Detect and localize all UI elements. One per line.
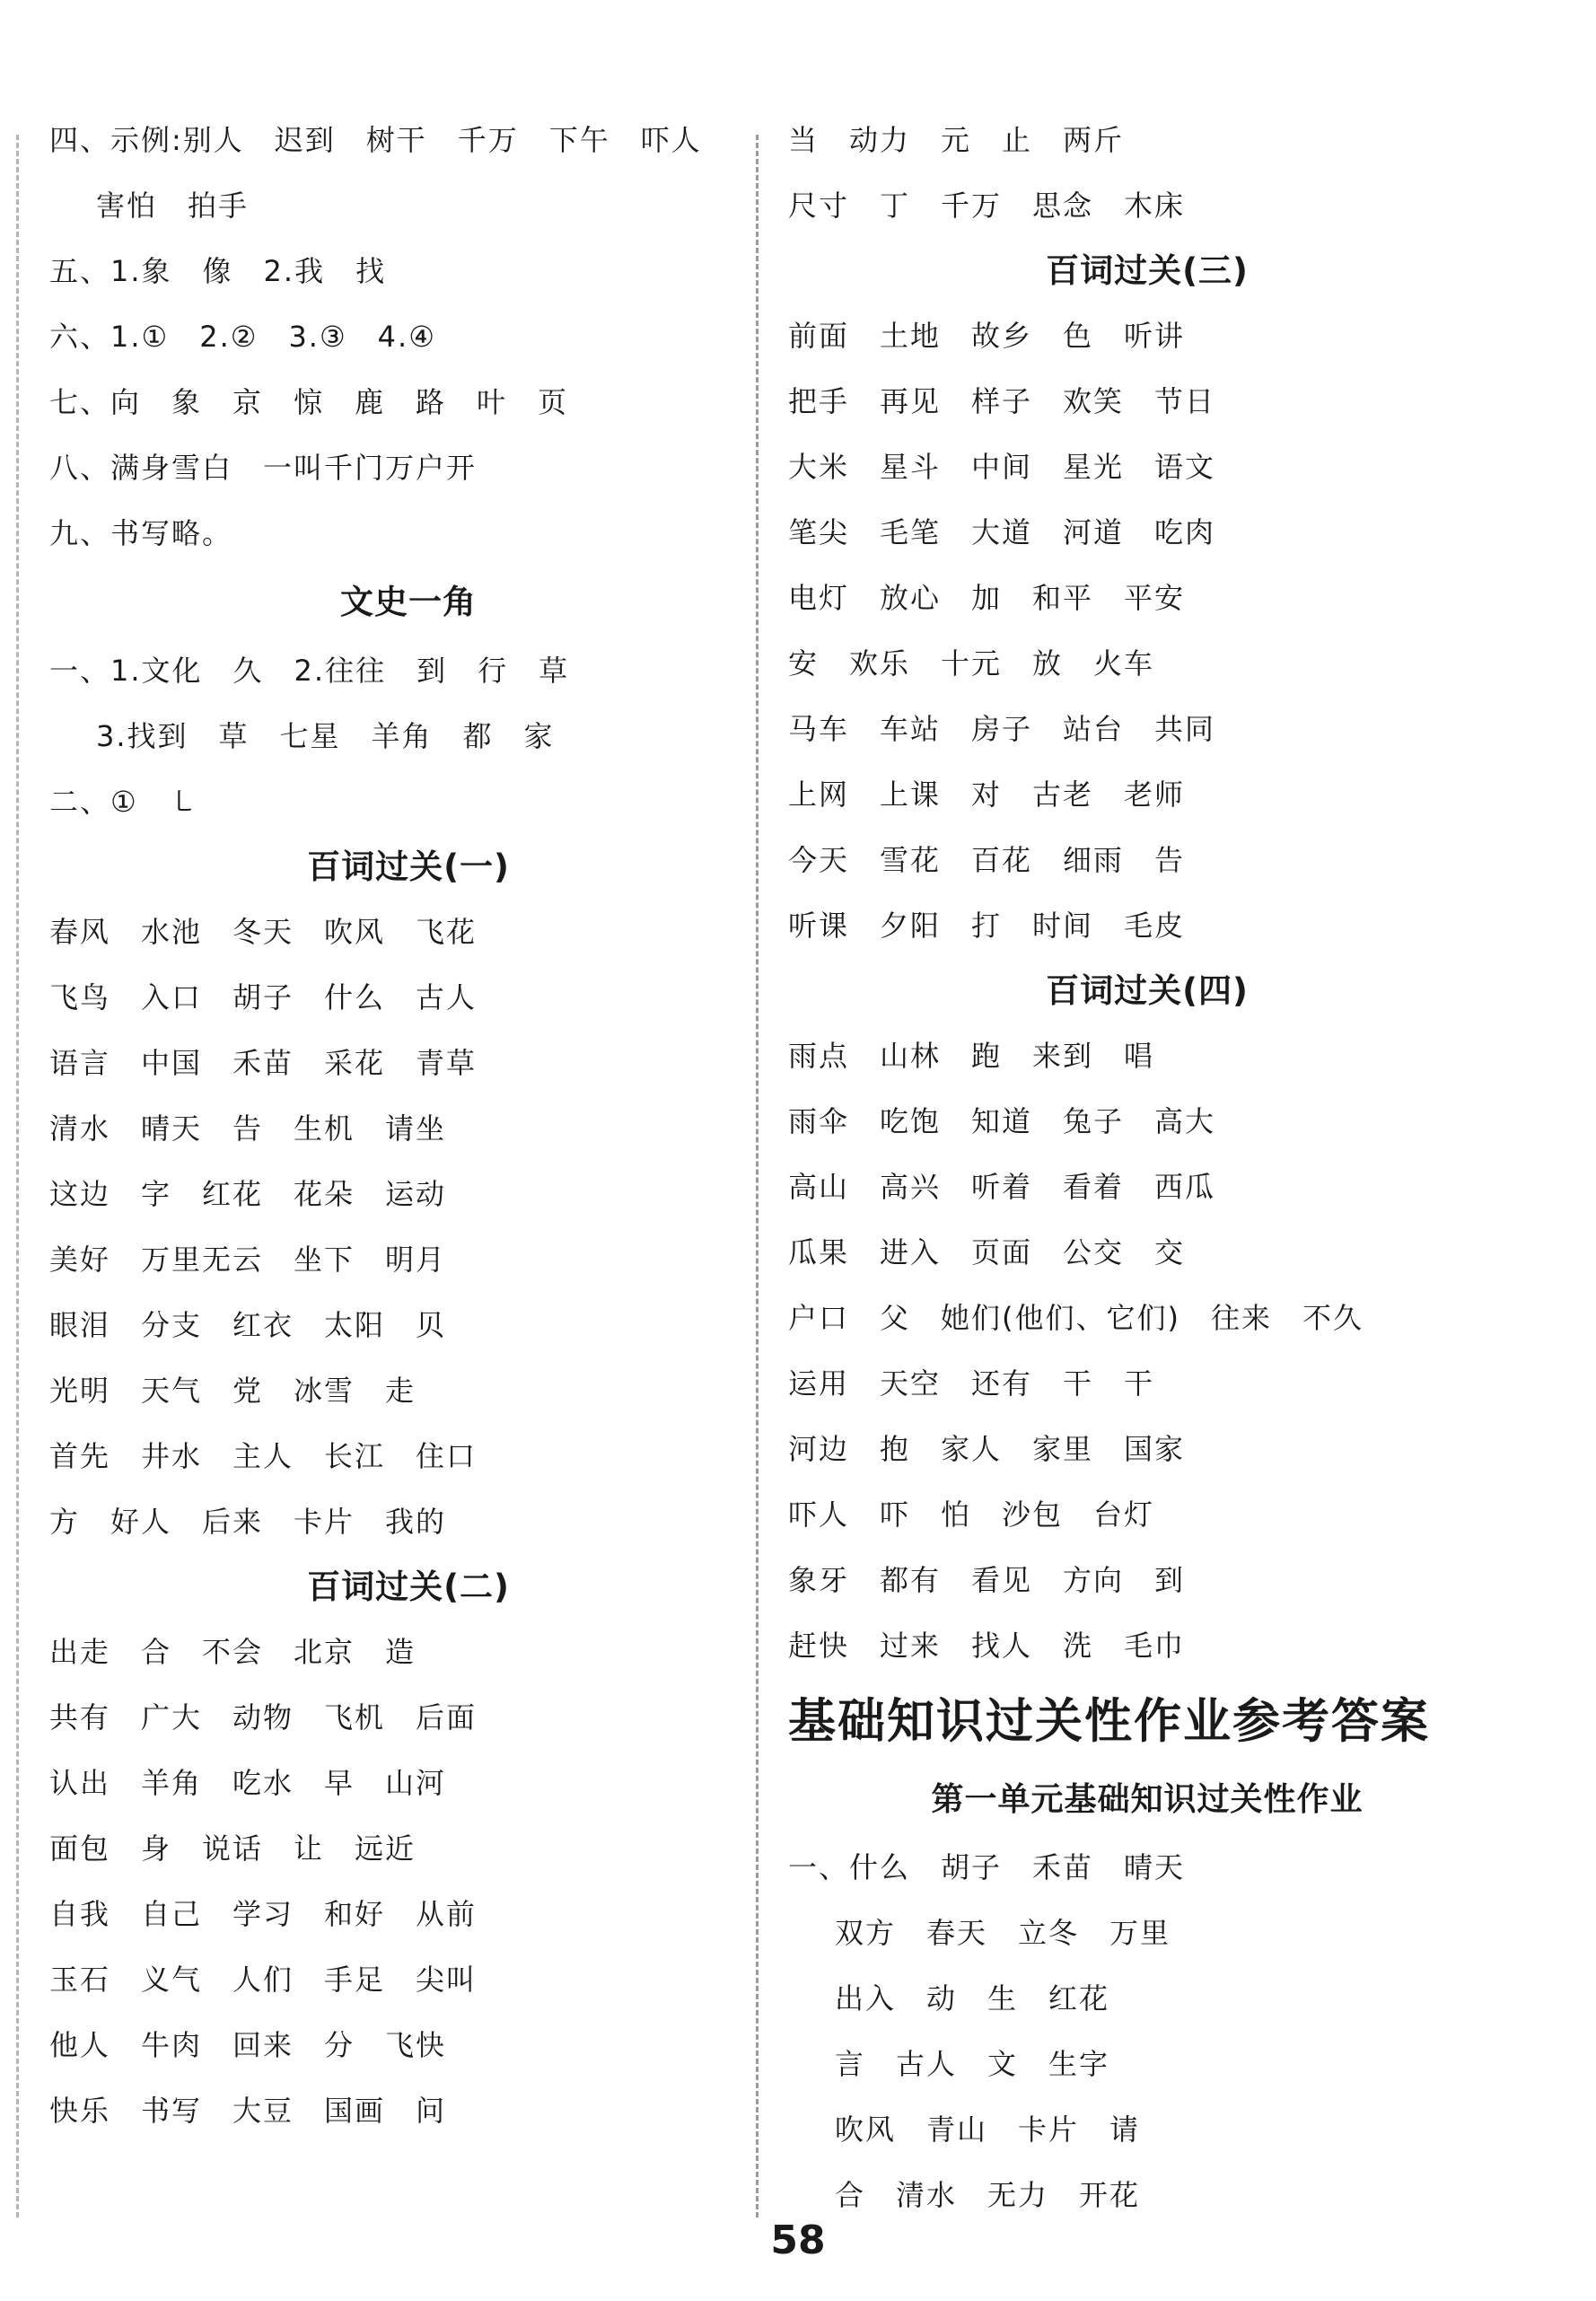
unit-title: 第一单元基础知识过关性作业 bbox=[931, 1781, 1364, 1818]
answer-key-title: 基础知识过关性作业参考答案 bbox=[788, 1694, 1430, 1749]
answer-line: 二、① ㇄ bbox=[49, 785, 199, 819]
word-line: 笔尖 毛笔 大道 河道 吃肉 bbox=[788, 515, 1216, 549]
answer-line: 3.找到 草 七星 羊角 都 家 bbox=[96, 719, 555, 753]
word-line: 出走 合 不会 北京 造 bbox=[49, 1635, 417, 1669]
left-column bbox=[49, 108, 767, 2144]
section-title-baici-1: 百词过关(一) bbox=[307, 848, 510, 886]
word-line: 认出 羊角 吃水 早 山河 bbox=[49, 1766, 447, 1800]
word-line: 运用 天空 还有 干 干 bbox=[788, 1366, 1155, 1401]
word-line: 自我 自己 学习 和好 从前 bbox=[49, 1897, 478, 1931]
word-line: 安 欢乐 十元 放 火车 bbox=[788, 646, 1155, 681]
word-line: 雨点 山林 跑 来到 唱 bbox=[788, 1039, 1155, 1073]
page-number: 58 bbox=[770, 2218, 826, 2263]
answer-line: 一、1.文化 久 2.往往 到 行 草 bbox=[49, 654, 570, 688]
word-line: 象牙 都有 看见 方向 到 bbox=[788, 1563, 1186, 1597]
word-line: 飞鸟 入口 胡子 什么 古人 bbox=[49, 980, 478, 1014]
section-title-baici-3: 百词过关(三) bbox=[1046, 251, 1249, 290]
word-line: 眼泪 分支 红衣 太阳 贝 bbox=[49, 1308, 447, 1342]
word-line: 大米 星斗 中间 星光 语文 bbox=[788, 450, 1216, 484]
word-line: 前面 土地 故乡 色 听讲 bbox=[788, 319, 1186, 353]
word-line: 清水 晴天 告 生机 请坐 bbox=[49, 1111, 447, 1146]
right-column bbox=[788, 108, 1506, 2228]
word-line: 高山 高兴 听着 看着 西瓜 bbox=[788, 1170, 1216, 1204]
answer-line: 四、示例:别人 迟到 树干 千万 下午 吓人 bbox=[49, 123, 702, 157]
answer-line: 合 清水 无力 开花 bbox=[835, 2178, 1141, 2212]
answer-line: 双方 春天 立冬 万里 bbox=[835, 1916, 1171, 1950]
word-line: 语言 中国 禾苗 采花 青草 bbox=[49, 1046, 478, 1080]
word-line: 快乐 书写 大豆 国画 问 bbox=[49, 2094, 447, 2128]
word-line: 共有 广大 动物 飞机 后面 bbox=[49, 1700, 478, 1735]
answer-line: 一、什么 胡子 禾苗 晴天 bbox=[788, 1850, 1186, 1884]
word-line: 听课 夕阳 打 时间 毛皮 bbox=[788, 909, 1186, 943]
word-line: 河边 抱 家人 家里 国家 bbox=[788, 1432, 1186, 1466]
word-line: 玉石 义气 人们 手足 尖叫 bbox=[49, 1963, 478, 1997]
answer-line: 八、满身雪白 一叫千门万户开 bbox=[49, 451, 478, 485]
answer-line: 害怕 拍手 bbox=[96, 189, 250, 223]
word-line: 把手 再见 样子 欢笑 节日 bbox=[788, 384, 1216, 418]
word-line: 美好 万里无云 坐下 明月 bbox=[49, 1243, 447, 1277]
word-line: 尺寸 丁 千万 思念 木床 bbox=[788, 189, 1186, 223]
word-line: 面包 身 说话 让 远近 bbox=[49, 1831, 417, 1866]
answer-line: 吹风 青山 卡片 请 bbox=[835, 2112, 1141, 2147]
word-line: 赶快 过来 找人 洗 毛巾 bbox=[788, 1629, 1186, 1663]
word-line: 今天 雪花 百花 细雨 告 bbox=[788, 843, 1186, 877]
section-title-baici-2: 百词过关(二) bbox=[307, 1568, 510, 1606]
word-line: 光明 天气 党 冰雪 走 bbox=[49, 1374, 417, 1408]
word-line: 上网 上课 对 古老 老师 bbox=[788, 777, 1186, 812]
answer-line: 七、向 象 京 惊 鹿 路 叶 页 bbox=[49, 385, 569, 419]
answer-line: 九、书写略。 bbox=[49, 516, 233, 550]
answer-line: 言 古人 文 生字 bbox=[835, 2047, 1110, 2081]
section-title-wenshi: 文史一角 bbox=[340, 583, 477, 621]
answer-line: 五、1.象 像 2.我 找 bbox=[49, 254, 387, 288]
answer-line: 六、1.① 2.② 3.③ 4.④ bbox=[49, 320, 436, 354]
section-title-baici-4: 百词过关(四) bbox=[1046, 971, 1249, 1010]
word-line: 吓人 吓 怕 沙包 台灯 bbox=[788, 1497, 1155, 1532]
word-line: 这边 字 红花 花朵 运动 bbox=[49, 1177, 447, 1211]
word-line: 春风 水池 冬天 吹风 飞花 bbox=[49, 915, 478, 949]
word-line: 雨伞 吃饱 知道 兔子 高大 bbox=[788, 1104, 1216, 1138]
word-line: 户口 父 她们(他们、它们) 往来 不久 bbox=[788, 1301, 1364, 1335]
word-line: 当 动力 元 止 两斤 bbox=[788, 123, 1125, 157]
word-line: 马车 车站 房子 站台 共同 bbox=[788, 712, 1216, 746]
word-line: 方 好人 后来 卡片 我的 bbox=[49, 1505, 447, 1539]
word-line: 电灯 放心 加 和平 平安 bbox=[788, 581, 1186, 615]
word-line: 首先 井水 主人 长江 住口 bbox=[49, 1439, 478, 1473]
word-line: 他人 牛肉 回来 分 飞快 bbox=[49, 2028, 447, 2062]
left-margin-dashed-line bbox=[16, 135, 19, 2218]
answer-line: 出入 动 生 红花 bbox=[835, 1981, 1110, 2016]
word-line: 瓜果 进入 页面 公交 交 bbox=[788, 1235, 1186, 1269]
